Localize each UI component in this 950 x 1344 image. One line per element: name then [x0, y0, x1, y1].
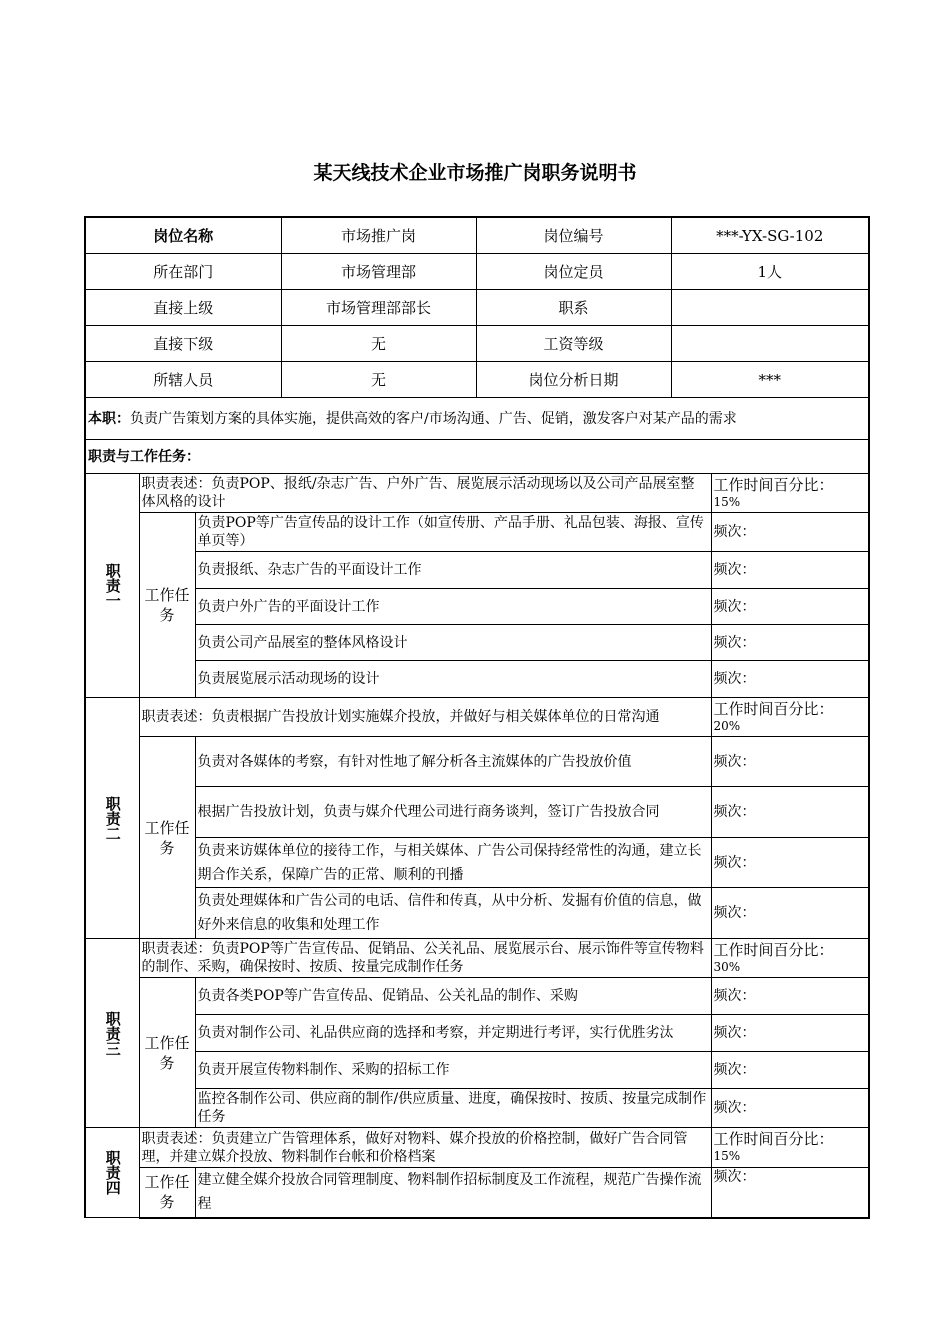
- info-value: 无: [281, 326, 476, 362]
- task-label: 工作任务: [139, 978, 195, 1128]
- task-text: 监控各制作公司、供应商的制作/供应质量、进度，确保按时、按质、按量完成制作任务: [195, 1089, 711, 1128]
- duty-percentage: [711, 939, 869, 978]
- duty-desc-row: [85, 1128, 869, 1168]
- info-label: 直接上级: [85, 290, 281, 326]
- task-text: 负责处理媒体和广告公司的电话、信件和传真，从中分析、发掘有价值的信息，做好外来信息的收集和处理工作: [195, 888, 711, 939]
- task-text: 负责来访媒体单位的接待工作，与相关媒体、广告公司保持经常性的沟通，建立长期合作关系，保障广告的正常、顺利的刊播: [195, 838, 711, 888]
- info-value: 市场管理部: [281, 254, 476, 290]
- task-text: 建立健全媒介投放合同管理制度、物料制作招标制度及工作流程，规范广告操作流程: [195, 1168, 711, 1218]
- info-label: 职系: [476, 290, 671, 326]
- info-value: 市场管理部部长: [281, 290, 476, 326]
- duty-label: 职责三: [85, 939, 139, 1128]
- duties-table: [84, 397, 870, 1219]
- duty-desc-row: [85, 474, 869, 513]
- info-label: 岗位分析日期: [476, 362, 671, 398]
- pct-value: 15%: [713, 1149, 741, 1163]
- task-row: [85, 888, 869, 939]
- info-label: 直接下级: [85, 326, 281, 362]
- duty-desc-row: [85, 698, 869, 737]
- basic-info-table: [84, 216, 870, 398]
- task-row: [85, 1089, 869, 1128]
- task-frequency: 频次：: [711, 513, 869, 552]
- info-row: [85, 290, 869, 326]
- info-value: 市场推广岗: [281, 217, 476, 254]
- pct-label: 工作时间百分比：: [713, 1130, 834, 1148]
- task-frequency: 频次：: [711, 888, 869, 939]
- duty-percentage: [711, 474, 869, 513]
- task-frequency: 频次：: [711, 1168, 869, 1218]
- summary-row: [85, 398, 869, 440]
- task-text: 负责各类POP等广告宣传品、促销品、公关礼品的制作、采购: [195, 978, 711, 1015]
- task-frequency: 频次：: [711, 661, 869, 698]
- duties-header-row: [85, 440, 869, 474]
- duty-description: 职责表述：负责建立广告管理体系，做好对物料、媒介投放的价格控制，做好广告合同管理，并建立媒介投放、物料制作台帐和价格档案: [139, 1128, 711, 1168]
- task-text: 负责展览展示活动现场的设计: [195, 661, 711, 698]
- info-label: 工资等级: [476, 326, 671, 362]
- task-frequency: 频次：: [711, 1089, 869, 1128]
- info-row: [85, 326, 869, 362]
- duty-percentage: [711, 698, 869, 737]
- task-text: 负责对各媒体的考察，有针对性地了解分析各主流媒体的广告投放价值: [195, 737, 711, 787]
- task-text: 负责报纸、杂志广告的平面设计工作: [195, 552, 711, 589]
- pct-label: 工作时间百分比：: [713, 699, 834, 718]
- info-value: 无: [281, 362, 476, 398]
- task-text: 负责对制作公司、礼品供应商的选择和考察，并定期进行考评，实行优胜劣汰: [195, 1015, 711, 1052]
- duty-description: 职责表述：负责POP、报纸/杂志广告、户外广告、展览展示活动现场以及公司产品展室整体风格的设计: [139, 474, 711, 513]
- summary-text: 负责广告策划方案的具体实施，提供高效的客户/市场沟通、广告、促销，激发客户对某产品的需求: [130, 410, 737, 427]
- info-value: [671, 290, 869, 326]
- task-frequency: 频次：: [711, 787, 869, 838]
- task-row: [85, 787, 869, 838]
- duty-description: 职责表述：负责POP等广告宣传品、促销品、公关礼品、展览展示台、展示饰件等宣传物料的制作、采购，确保按时、按质、按量完成制作任务: [139, 939, 711, 978]
- task-label: 工作任务: [139, 513, 195, 698]
- task-row: [85, 1168, 869, 1218]
- task-text: 负责POP等广告宣传品的设计工作（如宣传册、产品手册、礼品包装、海报、宣传单页等）: [195, 513, 711, 552]
- info-label: 岗位编号: [476, 217, 671, 254]
- duty-label: 职责二: [85, 698, 139, 939]
- task-frequency: 频次：: [711, 838, 869, 888]
- job-summary: [85, 398, 869, 440]
- info-value: ***-YX-SG-102: [671, 217, 869, 254]
- duty-label: 职责一: [85, 474, 139, 698]
- task-frequency: 频次：: [711, 978, 869, 1015]
- task-frequency: 频次：: [711, 1015, 869, 1052]
- pct-value: 20%: [713, 718, 741, 733]
- task-frequency: 频次：: [711, 737, 869, 787]
- task-frequency: 频次：: [711, 625, 869, 661]
- task-row: [85, 513, 869, 552]
- task-frequency: 频次：: [711, 589, 869, 625]
- task-row: [85, 1052, 869, 1089]
- info-label: 所在部门: [85, 254, 281, 290]
- task-row: [85, 625, 869, 661]
- task-text: 负责公司产品展室的整体风格设计: [195, 625, 711, 661]
- pct-value: 30%: [713, 959, 741, 974]
- document-title: 某天线技术企业市场推广岗职务说明书: [313, 162, 637, 184]
- task-row: [85, 661, 869, 698]
- info-row: [85, 362, 869, 398]
- duty-desc-row: [85, 939, 869, 978]
- task-label: 工作任务: [139, 1168, 195, 1218]
- pct-label: 工作时间百分比：: [713, 475, 834, 494]
- info-value: ***: [671, 362, 869, 398]
- task-row: [85, 1015, 869, 1052]
- task-frequency: 频次：: [711, 552, 869, 589]
- summary-label: 本职：: [88, 410, 130, 427]
- duty-description: 职责表述：负责根据广告投放计划实施媒介投放，并做好与相关媒体单位的日常沟通: [139, 698, 711, 737]
- info-value: [671, 326, 869, 362]
- task-text: 负责开展宣传物料制作、采购的招标工作: [195, 1052, 711, 1089]
- duties-header: 职责与工作任务：: [85, 440, 869, 474]
- pct-label: 工作时间百分比：: [713, 940, 834, 959]
- duty-label: 职责四: [85, 1128, 139, 1218]
- duty-percentage: [711, 1128, 869, 1168]
- info-label: 岗位名称: [85, 217, 281, 254]
- task-row: [85, 838, 869, 888]
- task-frequency: 频次：: [711, 1052, 869, 1089]
- pct-value: 15%: [713, 494, 741, 509]
- info-value: 1人: [671, 254, 869, 290]
- task-text: 负责户外广告的平面设计工作: [195, 589, 711, 625]
- task-row: [85, 552, 869, 589]
- info-row: [85, 217, 869, 254]
- task-text: 根据广告投放计划，负责与媒介代理公司进行商务谈判，签订广告投放合同: [195, 787, 711, 838]
- task-row: [85, 589, 869, 625]
- info-label: 岗位定员: [476, 254, 671, 290]
- task-label: 工作任务: [139, 737, 195, 939]
- task-row: [85, 978, 869, 1015]
- info-row: [85, 254, 869, 290]
- task-row: [85, 737, 869, 787]
- info-label: 所辖人员: [85, 362, 281, 398]
